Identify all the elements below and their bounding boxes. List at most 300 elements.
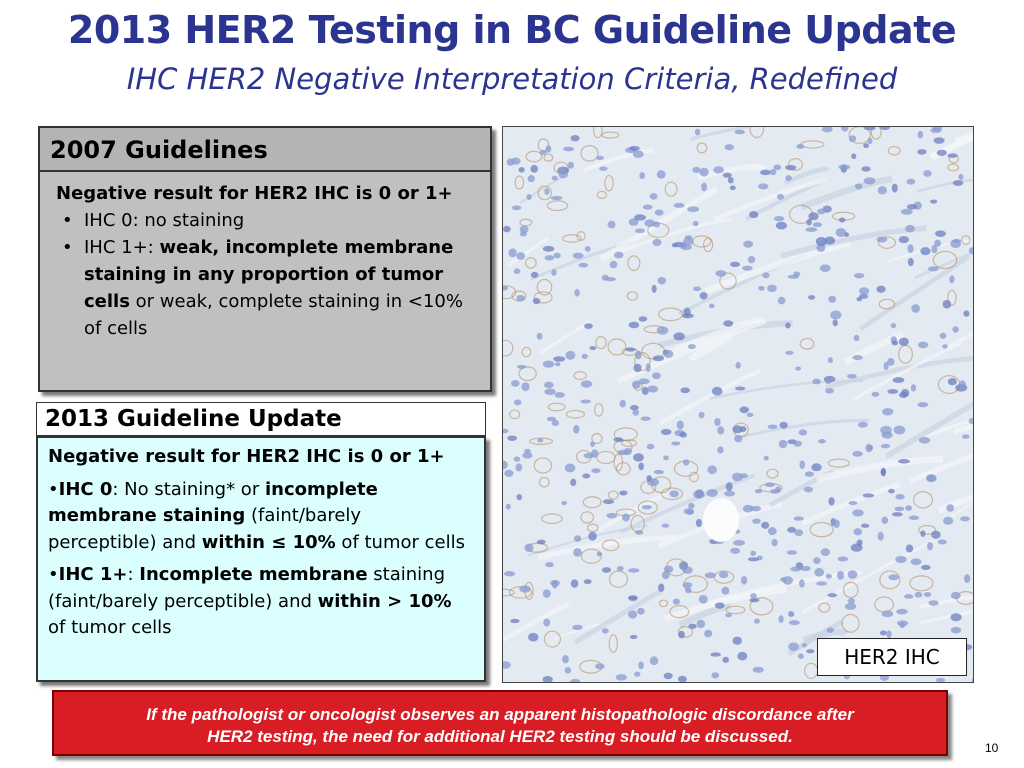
cell-nucleus: [768, 527, 777, 535]
bold-span: Incomplete membrane: [139, 564, 368, 585]
cell-nucleus: [704, 630, 712, 638]
cell-nucleus: [906, 179, 915, 185]
cell-nucleus: [740, 473, 748, 478]
cell-nucleus: [881, 469, 886, 476]
cell-nucleus: [778, 615, 783, 623]
cell-nucleus: [512, 205, 521, 210]
cell-nucleus: [833, 319, 838, 326]
cell-nucleus: [507, 436, 517, 441]
cell-nucleus: [573, 548, 582, 557]
cell-nucleus: [821, 548, 830, 556]
cell-nucleus: [653, 221, 660, 227]
update-2013-negative-heading: Negative result for HER2 IHC is 0 or 1+: [48, 446, 445, 467]
cell-nucleus: [861, 524, 869, 528]
cell-nucleus: [650, 193, 658, 199]
cell-nucleus: [717, 426, 724, 434]
cell-nucleus: [543, 360, 555, 367]
cell-nucleus: [662, 571, 670, 579]
cell-nucleus: [760, 170, 771, 176]
cell-nucleus: [628, 595, 638, 600]
bold-span: within > 10%: [317, 590, 452, 612]
cell-nucleus: [635, 351, 642, 360]
cell-nucleus: [504, 571, 515, 576]
cell-nucleus: [734, 130, 744, 135]
cell-nucleus: [699, 168, 708, 177]
note-line-2: HER2 testing, the need for additional HER2 testing should be discussed.: [207, 727, 793, 746]
cell-nucleus: [767, 285, 777, 292]
list-item: [56, 207, 474, 234]
cell-nucleus: [685, 587, 691, 593]
cell-nucleus: [964, 574, 970, 583]
cell-nucleus: [894, 426, 906, 435]
cell-nucleus: [878, 186, 888, 194]
cell-nucleus: [613, 437, 623, 442]
cell-nucleus: [953, 180, 964, 186]
cell-nucleus: [779, 422, 787, 429]
cell-nucleus: [647, 444, 655, 450]
cell-nucleus: [962, 434, 969, 438]
cell-nucleus: [828, 296, 836, 303]
cell-nucleus: [530, 165, 538, 173]
cell-nucleus: [616, 674, 627, 680]
cell-nucleus: [639, 316, 648, 321]
cell-nucleus: [777, 194, 784, 200]
cell-nucleus: [816, 237, 827, 246]
cell-nucleus: [635, 228, 645, 233]
cell-nucleus: [714, 418, 720, 426]
cell-nucleus: [896, 609, 907, 615]
cell-nucleus: [622, 513, 630, 521]
cell-nucleus: [799, 579, 805, 587]
cell-nucleus: [861, 166, 870, 171]
cell-nucleus: [542, 676, 552, 683]
cell-nucleus: [852, 355, 862, 360]
cell-nucleus: [683, 308, 690, 317]
cell-nucleus: [511, 158, 521, 165]
cell-nucleus: [585, 246, 591, 252]
cell-nucleus: [582, 473, 590, 478]
cell-nucleus: [521, 382, 529, 391]
cell-nucleus: [750, 551, 756, 556]
cell-nucleus: [551, 196, 563, 200]
cell-nucleus: [653, 355, 664, 361]
cell-nucleus: [892, 512, 903, 516]
cell-nucleus: [943, 517, 953, 525]
cell-nucleus: [960, 516, 970, 521]
cell-nucleus: [709, 304, 714, 309]
cell-nucleus: [768, 425, 778, 429]
cell-nucleus: [726, 482, 733, 491]
cell-nucleus: [817, 209, 825, 215]
cell-nucleus: [582, 354, 588, 359]
cell-nucleus: [813, 557, 820, 564]
cell-nucleus: [906, 544, 913, 552]
cell-nucleus: [915, 592, 923, 598]
cell-nucleus: [820, 264, 831, 272]
cell-nucleus: [794, 516, 804, 520]
cell-nucleus: [750, 593, 757, 598]
cell-nucleus: [692, 167, 700, 173]
cell-nucleus: [893, 377, 905, 383]
cell-nucleus: [864, 177, 876, 184]
cell-nucleus: [917, 149, 926, 155]
cell-nucleus: [655, 210, 664, 216]
cell-nucleus: [748, 256, 755, 263]
cell-nucleus: [814, 568, 824, 577]
cell-nucleus: [865, 444, 872, 452]
micrograph-image: [503, 127, 974, 683]
cell-nucleus: [826, 574, 832, 579]
cell-nucleus: [787, 527, 796, 533]
cell-nucleus: [662, 524, 670, 528]
cell-nucleus: [882, 408, 893, 415]
cell-nucleus: [907, 204, 917, 210]
cell-nucleus: [563, 147, 574, 152]
cell-nucleus: [947, 154, 957, 158]
cell-nucleus: [589, 346, 596, 350]
cell-nucleus: [687, 206, 699, 212]
cell-nucleus: [905, 225, 915, 233]
cell-nucleus: [661, 429, 672, 435]
cell-nucleus: [959, 380, 966, 388]
cell-nucleus: [693, 221, 699, 226]
cell-nucleus: [610, 261, 618, 268]
cell-nucleus: [638, 462, 644, 470]
guidelines-2007-content: [42, 174, 488, 386]
cell-nucleus: [859, 287, 869, 295]
cell-nucleus: [632, 409, 639, 415]
cell-nucleus: [753, 667, 764, 673]
cell-nucleus: [895, 556, 907, 563]
cell-nucleus: [693, 286, 701, 291]
ihc1-bold-text: weak, incomplete membrane staining in any proportion of tumor cells: [84, 237, 454, 312]
cell-nucleus: [671, 441, 680, 445]
bold-span: incomplete membrane staining: [48, 478, 378, 526]
cell-nucleus: [899, 622, 905, 628]
cell-nucleus: [901, 209, 913, 215]
cell-nucleus: [572, 625, 583, 630]
cell-nucleus: [677, 420, 684, 429]
cell-nucleus: [938, 540, 947, 545]
update-2013-header: 2013 Guideline Update: [36, 402, 486, 436]
cell-nucleus: [752, 518, 761, 523]
cell-nucleus: [854, 528, 863, 535]
cell-nucleus: [935, 230, 946, 237]
cell-nucleus: [722, 657, 729, 663]
cell-nucleus: [927, 542, 933, 550]
cell-nucleus: [519, 585, 531, 592]
text-span: of tumor cells: [335, 531, 465, 553]
cell-nucleus: [798, 653, 804, 658]
cell-nucleus: [747, 413, 754, 417]
cell-nucleus: [833, 519, 840, 528]
cell-nucleus: [545, 562, 554, 567]
cell-nucleus: [888, 489, 894, 494]
cell-nucleus: [730, 185, 736, 190]
cell-nucleus: [514, 268, 521, 274]
bullet: •: [48, 478, 59, 500]
cell-nucleus: [748, 557, 759, 561]
cell-nucleus: [905, 505, 912, 511]
cell-nucleus: [553, 253, 561, 259]
cell-nucleus: [728, 177, 734, 183]
text-span: (faint/barely perceptible) and: [48, 505, 362, 553]
cell-nucleus: [951, 592, 961, 599]
cell-nucleus: [554, 392, 564, 398]
cell-nucleus: [614, 252, 623, 259]
cell-nucleus: [617, 566, 624, 571]
cell-nucleus: [898, 459, 910, 464]
cell-nucleus: [590, 441, 595, 447]
cell-nucleus: [543, 246, 555, 252]
cell-nucleus: [514, 457, 521, 462]
cell-nucleus: [637, 608, 645, 615]
cell-nucleus: [943, 300, 952, 309]
cell-nucleus: [892, 184, 898, 193]
cell-nucleus: [617, 450, 629, 455]
cell-nucleus: [584, 453, 594, 458]
cell-nucleus: [533, 298, 541, 304]
cell-nucleus: [958, 174, 963, 180]
cell-nucleus: [918, 131, 923, 139]
cell-nucleus: [519, 167, 525, 173]
cell-nucleus: [565, 667, 572, 673]
cell-nucleus: [580, 399, 591, 403]
cell-nucleus: [561, 501, 567, 505]
cell-nucleus: [825, 388, 834, 393]
cell-nucleus: [758, 183, 768, 189]
cell-nucleus: [895, 494, 904, 500]
cell-nucleus: [663, 455, 669, 460]
cell-nucleus: [867, 138, 872, 144]
cell-nucleus: [899, 392, 908, 398]
cell-nucleus: [510, 619, 520, 623]
cell-nucleus: [531, 272, 539, 278]
cell-nucleus: [511, 380, 520, 387]
cell-nucleus: [721, 587, 729, 595]
cell-nucleus: [949, 275, 954, 283]
cell-nucleus: [628, 568, 640, 573]
cell-nucleus: [707, 489, 718, 497]
cell-nucleus: [789, 612, 795, 616]
cell-nucleus: [537, 540, 546, 545]
cell-nucleus: [931, 531, 941, 539]
cell-nucleus: [796, 144, 804, 149]
cell-nucleus: [880, 630, 887, 635]
cell-nucleus: [928, 266, 939, 271]
cell-nucleus: [830, 310, 841, 319]
cell-nucleus: [678, 631, 685, 639]
cell-nucleus: [599, 166, 607, 170]
cell-nucleus: [774, 216, 784, 221]
cell-nucleus: [762, 272, 769, 278]
cell-nucleus: [882, 611, 894, 618]
cell-nucleus: [804, 487, 813, 493]
cell-nucleus: [725, 144, 734, 150]
cell-nucleus: [848, 598, 855, 604]
cell-nucleus: [881, 517, 888, 524]
cell-nucleus: [642, 505, 652, 509]
cell-nucleus: [940, 333, 947, 339]
cell-nucleus: [785, 351, 793, 355]
cell-nucleus: [596, 156, 604, 160]
cell-nucleus: [827, 593, 837, 597]
cell-nucleus: [715, 602, 725, 608]
cell-nucleus: [891, 323, 897, 328]
cell-nucleus: [923, 170, 931, 177]
cell-nucleus: [688, 503, 695, 509]
cell-nucleus: [730, 548, 740, 554]
cell-nucleus: [730, 262, 740, 267]
cell-nucleus: [605, 277, 616, 281]
cell-nucleus: [682, 566, 693, 573]
cell-nucleus: [581, 380, 592, 387]
cell-nucleus: [673, 332, 684, 340]
cell-nucleus: [550, 580, 560, 586]
cell-nucleus: [711, 672, 719, 678]
cell-nucleus: [849, 501, 858, 505]
cell-nucleus: [733, 540, 745, 546]
cell-nucleus: [707, 465, 716, 474]
cell-nucleus: [813, 222, 822, 227]
cell-nucleus: [733, 637, 742, 645]
cell-nucleus: [573, 425, 579, 434]
cell-nucleus: [628, 610, 637, 618]
cell-nucleus: [574, 289, 579, 297]
cell-nucleus: [734, 435, 742, 442]
cell-nucleus: [657, 326, 669, 334]
cell-nucleus: [742, 266, 752, 271]
cell-nucleus: [771, 539, 777, 546]
cell-nucleus: [812, 379, 820, 385]
cell-nucleus: [641, 416, 651, 420]
cell-nucleus: [936, 678, 945, 682]
cell-nucleus: [699, 412, 705, 418]
cell-nucleus: [578, 263, 588, 268]
cell-nucleus: [635, 530, 643, 535]
cell-nucleus: [838, 165, 850, 170]
cell-nucleus: [778, 297, 786, 305]
cell-nucleus: [551, 269, 556, 276]
cell-nucleus: [570, 479, 576, 486]
cell-nucleus: [926, 475, 937, 482]
cell-nucleus: [758, 286, 765, 291]
cell-nucleus: [652, 239, 661, 246]
cell-nucleus: [619, 490, 627, 495]
cell-nucleus: [619, 400, 625, 408]
cell-nucleus: [545, 255, 554, 260]
cell-nucleus: [783, 576, 793, 585]
cell-nucleus: [845, 603, 856, 610]
cell-nucleus: [517, 494, 522, 500]
discordance-note: [52, 690, 948, 756]
cell-nucleus: [876, 286, 885, 293]
cell-nucleus: [588, 532, 597, 541]
cell-nucleus: [543, 589, 551, 598]
cell-nucleus: [669, 490, 678, 497]
cell-nucleus: [643, 205, 653, 210]
list-item: [56, 234, 474, 342]
cell-nucleus: [899, 236, 909, 243]
cell-nucleus: [749, 211, 758, 218]
cell-nucleus: [741, 576, 747, 585]
cell-nucleus: [883, 362, 888, 370]
cell-nucleus: [855, 184, 863, 190]
cell-nucleus: [894, 507, 904, 512]
cell-nucleus: [793, 441, 802, 447]
cell-nucleus: [639, 172, 645, 179]
cell-nucleus: [917, 402, 928, 407]
cell-nucleus: [634, 671, 640, 676]
cell-nucleus: [608, 221, 616, 229]
cell-nucleus: [928, 600, 938, 606]
cell-nucleus: [785, 175, 792, 181]
update-2013-ihc1-paragraph: [48, 562, 474, 642]
cell-nucleus: [630, 405, 639, 411]
cell-nucleus: [571, 579, 579, 587]
cell-nucleus: [713, 166, 724, 173]
cell-nucleus: [876, 236, 887, 242]
cell-nucleus: [918, 342, 929, 349]
cell-nucleus: [678, 676, 687, 683]
cell-nucleus: [899, 338, 909, 346]
cell-nucleus: [683, 237, 694, 245]
cell-nucleus: [740, 406, 749, 413]
text-span: :: [127, 564, 140, 585]
cell-nucleus: [632, 380, 641, 388]
cell-nucleus: [693, 490, 704, 499]
cell-nucleus: [930, 200, 937, 204]
cell-nucleus: [657, 170, 666, 178]
cell-nucleus: [779, 440, 788, 448]
cell-nucleus: [828, 497, 834, 505]
cell-nucleus: [629, 322, 640, 329]
bullet: •: [48, 564, 59, 585]
text-span: : No staining* or: [112, 478, 265, 500]
cell-nucleus: [658, 583, 664, 591]
cell-nucleus: [638, 661, 644, 669]
ihc1-label: IHC 1+:: [84, 237, 160, 258]
cell-nucleus: [506, 504, 511, 510]
cell-nucleus: [646, 475, 652, 481]
ihc0-text: IHC 0: no staining: [84, 210, 245, 231]
cell-nucleus: [827, 627, 834, 633]
cell-nucleus: [892, 341, 898, 346]
cell-nucleus: [802, 643, 807, 647]
cell-nucleus: [837, 556, 848, 561]
cell-nucleus: [787, 550, 797, 555]
cell-nucleus: [652, 372, 661, 379]
cell-nucleus: [725, 613, 732, 617]
text-span: of tumor cells: [48, 617, 172, 638]
cell-nucleus: [852, 451, 862, 457]
cell-nucleus: [680, 432, 687, 438]
cell-nucleus: [788, 643, 799, 651]
cell-nucleus: [606, 513, 617, 519]
cell-nucleus: [863, 143, 869, 148]
cell-nucleus: [806, 649, 814, 653]
cell-nucleus: [795, 367, 801, 371]
ihc0-label: IHC 0: [58, 478, 113, 500]
cell-nucleus: [839, 218, 845, 223]
cell-nucleus: [811, 463, 821, 471]
cell-nucleus: [562, 655, 569, 663]
cell-nucleus: [908, 258, 914, 266]
cell-nucleus: [942, 344, 948, 348]
cell-nucleus: [950, 613, 961, 621]
cell-nucleus: [674, 203, 685, 208]
cell-nucleus: [555, 362, 561, 366]
